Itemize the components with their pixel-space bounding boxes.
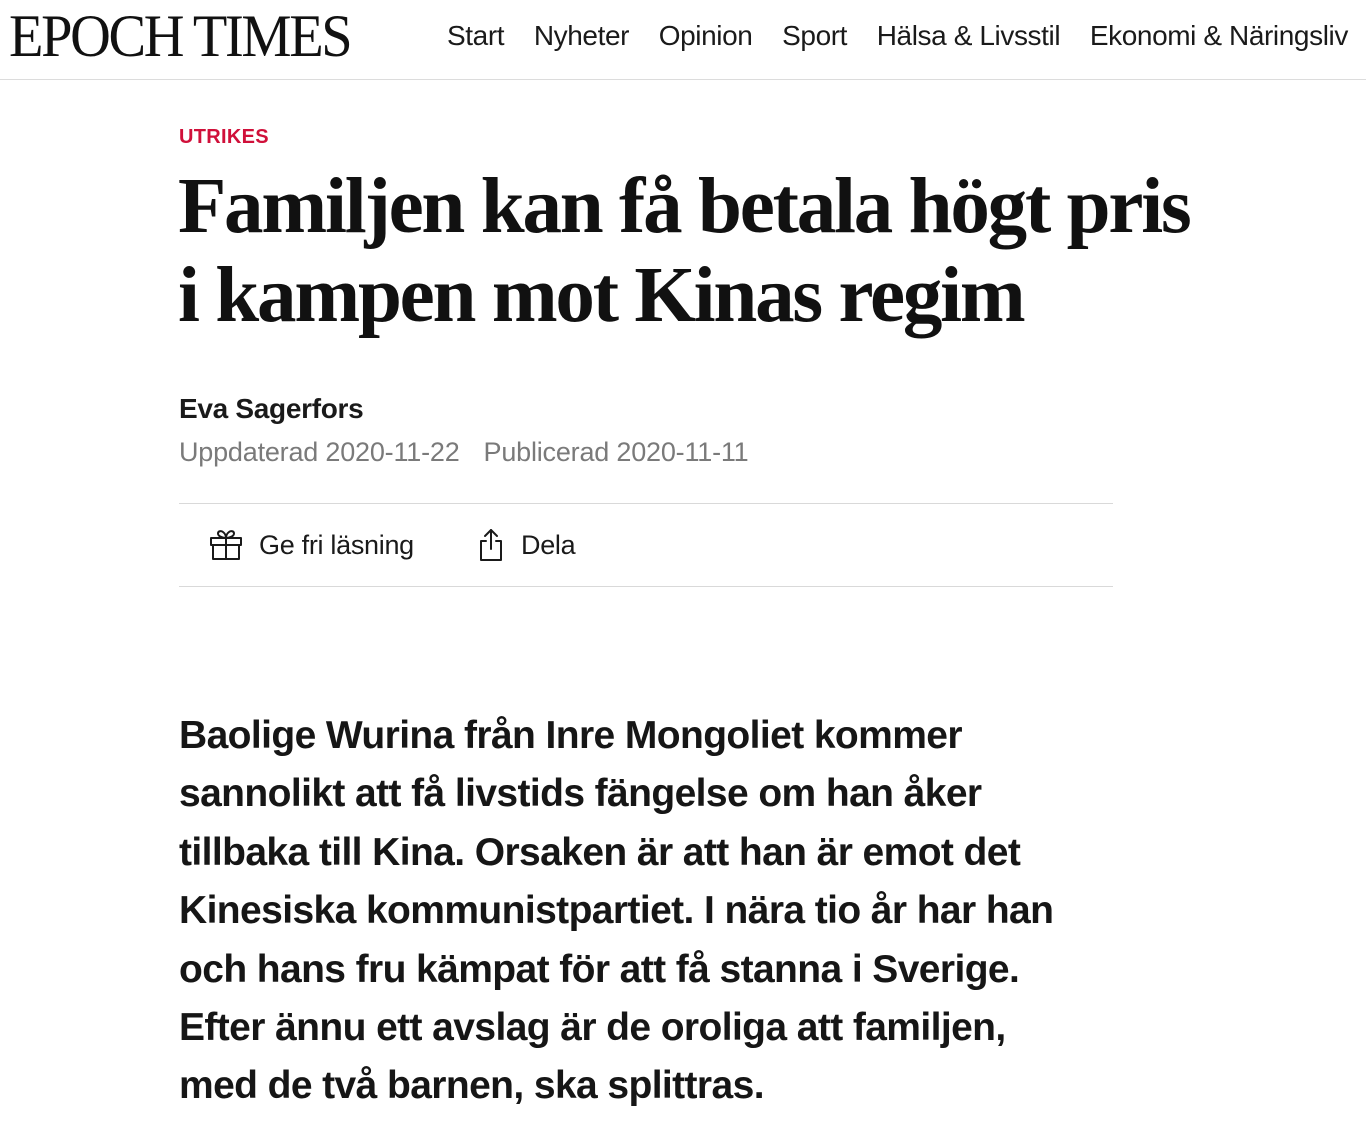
nav-item-ekonomi-naringsliv[interactable]: Ekonomi & Näringsliv xyxy=(1089,20,1348,51)
lead-line: tillbaka till Kina. Orsaken är att han är emot det xyxy=(179,830,1021,874)
nav-item-halsa-livsstil[interactable]: Hälsa & Livsstil xyxy=(876,20,1061,51)
lead-line: med de två barnen, ska splittras. xyxy=(179,1064,764,1108)
headline-line: Familjen kan få betala högt pris xyxy=(178,163,1190,250)
gift-article-button[interactable] xyxy=(209,504,414,586)
nav-item-start[interactable]: Start xyxy=(447,20,505,51)
lead-line: sannolikt att få livstids fängelse om han åker xyxy=(179,772,982,816)
share-button[interactable] xyxy=(477,504,575,586)
site-logo[interactable]: EPOCH TIMES xyxy=(9,3,351,69)
lead-line: Efter ännu ett avslag är de oroliga att familjen, xyxy=(179,1006,1006,1050)
published-date: Publicerad 2020-11-11 xyxy=(483,437,749,467)
share-icon xyxy=(477,528,505,562)
nav-item-nyheter[interactable]: Nyheter xyxy=(533,20,630,51)
site-header xyxy=(0,0,1366,80)
lead-line: Kinesiska kommunistpartiet. I nära tio år har han xyxy=(179,889,1054,933)
headline-line: i kampen mot Kinas regim xyxy=(178,252,1024,339)
article-author[interactable]: Eva Sagerfors xyxy=(179,393,364,424)
share-label: Dela xyxy=(521,530,576,560)
article-lead xyxy=(179,707,1119,1116)
gift-icon xyxy=(209,529,243,561)
article-dates xyxy=(179,435,749,469)
article-actions-bar xyxy=(179,503,1113,587)
lead-line: Baolige Wurina från Inre Mongoliet kommer xyxy=(179,714,962,757)
lead-line: och hans fru kämpat för att få stanna i Sverige. xyxy=(179,947,1020,991)
nav-item-sport[interactable]: Sport xyxy=(782,20,848,51)
updated-date: Uppdaterad 2020-11-22 xyxy=(179,437,460,467)
gift-article-label: Ge fri läsning xyxy=(259,530,414,560)
article-category[interactable]: UTRIKES xyxy=(179,126,269,148)
article-headline xyxy=(178,162,1328,340)
main-nav xyxy=(447,18,1348,54)
nav-item-opinion[interactable]: Opinion xyxy=(658,20,753,51)
